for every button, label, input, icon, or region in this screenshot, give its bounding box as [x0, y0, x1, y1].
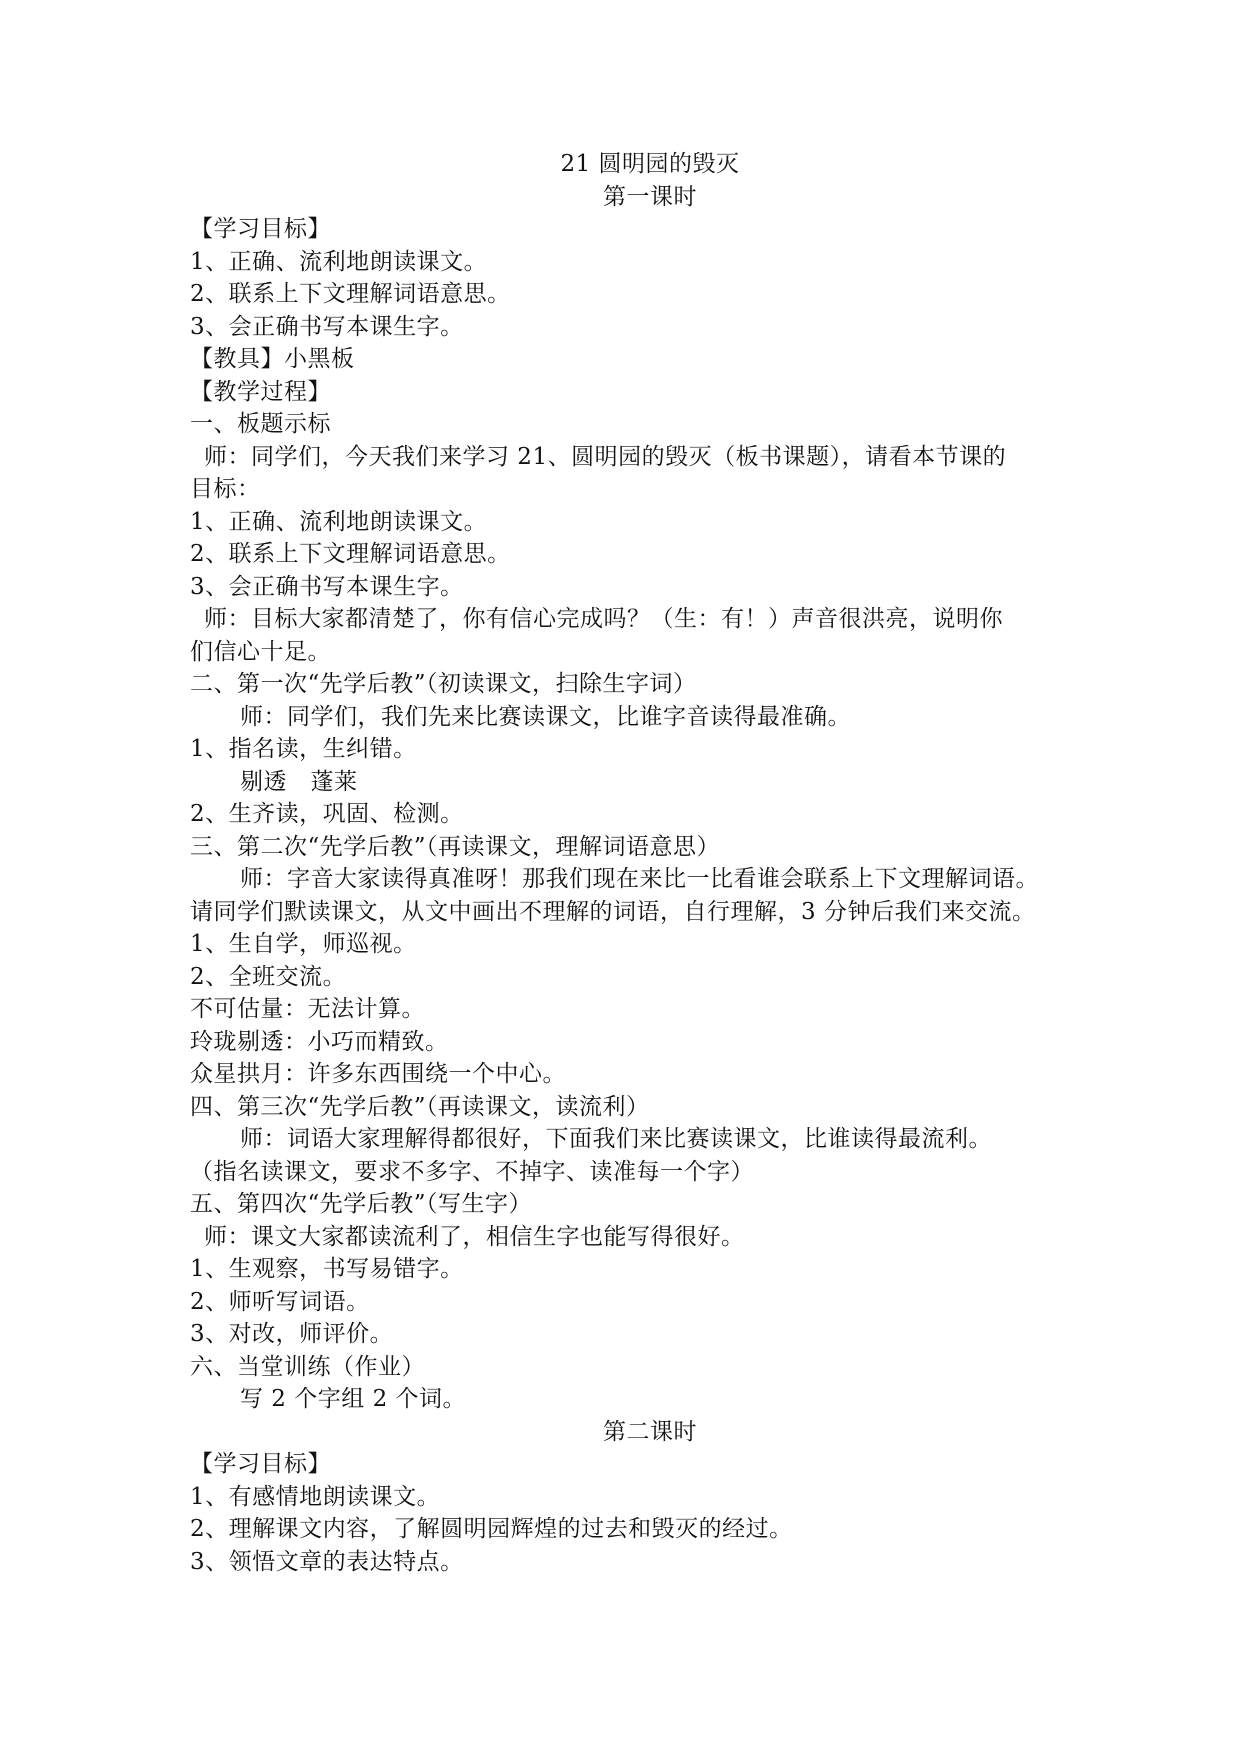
step2-item: 1、指名读，生纠错。: [190, 736, 417, 762]
step3-speech-cont: 请同学们默读课文，从文中画出不理解的词语，自行理解，3 分钟后我们来交流。: [190, 898, 1036, 925]
step3-definition: 众星拱月：许多东西围绕一个中心。: [190, 1061, 566, 1087]
step2-speech: 师：同学们，我们先来比赛读课文，比谁字音读得最准确。: [240, 703, 851, 730]
lesson1-tools: 【教具】小黑板: [190, 346, 355, 372]
step3-definition: 玲珑剔透：小巧而精致。: [190, 1028, 449, 1055]
step3-speech: 师：字音大家读得真准呀！那我们现在来比一比看谁会联系上下文理解词语。: [240, 866, 1039, 892]
step2-words: 剔透 蓬莱: [240, 768, 358, 795]
step4-note: （指名读课文，要求不多字、不掉字、读准每一个字）: [190, 1158, 754, 1185]
lesson2-heading: 第二课时: [603, 1418, 697, 1445]
step4-title: 四、第三次“先学后教”（再读课文，读流利）: [190, 1093, 650, 1120]
lesson2-goal: 1、有感情地朗读课文。: [190, 1483, 441, 1510]
step1-speech: 师：同学们，今天我们来学习 21、圆明园的毁灭（板书课题），请看本节课的: [204, 443, 1007, 470]
step1-speech2-cont: 们信心十足。: [190, 638, 331, 665]
step3-title: 三、第二次“先学后教”（再读课文，理解词语意思）: [190, 833, 721, 860]
document-title: 21 圆明园的毁灭: [560, 151, 740, 177]
step1-goal: 1、正确、流利地朗读课文。: [190, 508, 488, 535]
step4-speech: 师：词语大家理解得都很好，下面我们来比赛读课文，比谁读得最流利。: [240, 1126, 992, 1152]
step5-item: 3、对改，师评价。: [190, 1321, 394, 1347]
lesson1-heading: 第一课时: [603, 183, 697, 210]
document-body: [190, 148, 1070, 1578]
lesson1-goal: 3、会正确书写本课生字。: [190, 313, 464, 340]
lesson2-goals-label: 【学习目标】: [190, 1451, 331, 1477]
step2-item: 2、生齐读，巩固、检测。: [190, 801, 464, 827]
lesson2-goal: 2、理解课文内容，了解圆明园辉煌的过去和毁灭的经过。: [190, 1516, 793, 1542]
step1-goal: 3、会正确书写本课生字。: [190, 573, 464, 600]
step2-title: 二、第一次“先学后教”（初读课文，扫除生字词）: [190, 671, 697, 697]
step6-title: 六、当堂训练（作业）: [190, 1353, 425, 1380]
lesson1-process-label: 【教学过程】: [190, 378, 331, 405]
step1-speech2: 师：目标大家都清楚了，你有信心完成吗？（生：有！）声音很洪亮，说明你: [204, 606, 1003, 632]
step3-item: 2、全班交流。: [190, 963, 347, 990]
step3-definition: 不可估量：无法计算。: [190, 996, 425, 1022]
lesson1-goal: 1、正确、流利地朗读课文。: [190, 248, 488, 275]
step5-speech: 师：课文大家都读流利了，相信生字也能写得很好。: [204, 1223, 745, 1250]
step3-item: 1、生自学，师巡视。: [190, 931, 417, 957]
lesson1-goals-label: 【学习目标】: [190, 216, 331, 242]
step1-speech-cont: 目标：: [190, 476, 261, 502]
step5-title: 五、第四次“先学后教”（写生字）: [190, 1191, 533, 1217]
step1-goal: 2、联系上下文理解词语意思。: [190, 541, 511, 567]
step1-title: 一、板题示标: [190, 411, 331, 437]
lesson1-goal: 2、联系上下文理解词语意思。: [190, 281, 511, 307]
lesson2-goal: 3、领悟文章的表达特点。: [190, 1548, 464, 1575]
step5-item: 2、师听写词语。: [190, 1288, 370, 1315]
step6-task: 写 2 个字组 2 个词。: [240, 1386, 467, 1412]
step5-item: 1、生观察，书写易错字。: [190, 1256, 464, 1282]
